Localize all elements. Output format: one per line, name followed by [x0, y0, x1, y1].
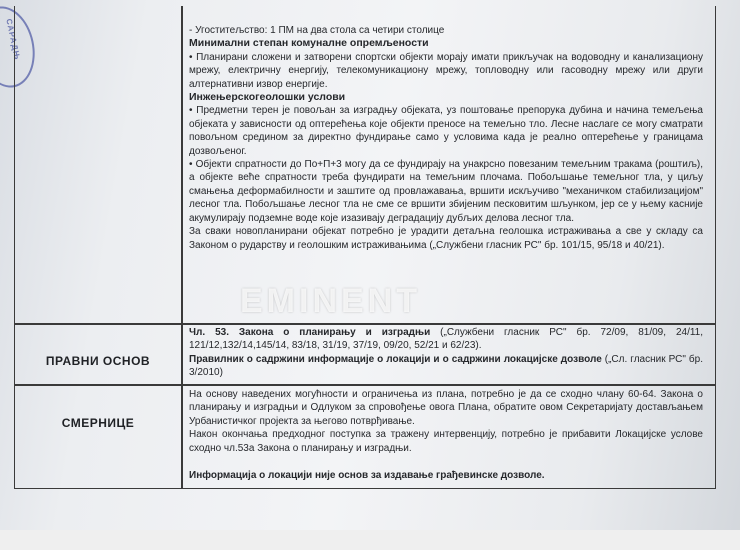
paragraph-geo-3: За сваки новопланирани објекат потребно је урадити детаљна геолошка истраживања а све у складу са Законом о рударству и геолошким истраживањима („Службени гласник РС" бр. 101/15, 95/18 и 40/21).	[189, 226, 703, 251]
smernice-paragraph-1: На основу наведених могућности и ограничења из плана, потребно је да се сходно члану 60-64. Закона о планирању и изградњи и Одлуком за спровођење овога Плана, обратите овом Секретаријату достављањем Урбанистичког пројекта за његово потврђивање.	[189, 389, 703, 427]
paragraph-komunalna: • Планирани сложени и затворени спортски објекти морају имати прикључак на водоводну и канализациону мрежу, електричну енергију, телекомуникациону мрежу, топловодну или гасоводну мрежу или други алтернативни извор енергије.	[189, 51, 703, 90]
heading-komunalna: Минимални степан комуналне опремљености	[189, 37, 429, 50]
pravni-line-2	[189, 353, 703, 380]
bottom-margin	[0, 530, 740, 550]
row-divider-smernice	[15, 384, 715, 386]
heading-geoloski: Инжењерскогеолошки услови	[189, 91, 346, 104]
pravni-rulebook-refs: („Сл. гласник РС" бр. 3/2010)	[189, 353, 703, 379]
smernice-paragraph-3: Информација о локацији није основ за издавање грађевинске дозволе.	[189, 470, 545, 482]
pravni-osnov-cell	[189, 326, 703, 380]
pravni-law-refs: („Службени гласник РС" бр. 72/09, 81/09, 24/11, 121/12,132/14,145/14, 83/18, 31/19, 37/19, 09/20, 52/21 и 62/23).	[189, 327, 704, 352]
conditions-cell	[189, 24, 703, 252]
column-divider	[181, 6, 183, 488]
row-label-pravni-osnov: ПРАВНИ ОСНОВ	[45, 354, 151, 368]
smernice-cell	[189, 388, 703, 482]
row-label-smernice: СМЕРНИЦЕ	[61, 416, 135, 430]
stamp-text: САРАДЊ	[4, 17, 22, 62]
info-table	[14, 6, 716, 489]
watermark-logo: EMINENT	[240, 282, 421, 320]
pravni-law-title: Чл. 53. Закона о планирању и изградњи	[189, 327, 431, 338]
smernice-paragraph-2: Након окончања предходног поступка за тражену интервенцију, потребно је прибавити Локацијске услове сходно чл.53а Закона о планирању и изградњи.	[189, 429, 703, 454]
row-divider-pravni	[15, 323, 715, 325]
paragraph-geo-1: • Предметни терен је повољан за изградњу објеката, уз поштовање препорука дубина и начина темељења објеката у зависности од оптерећења које објекти преносе на темељно тло. Лесне наслаге се могу сматрати повољном срединoм за директно фундирање само у условима када је реално оптерећење у границама дозвољеног.	[189, 105, 703, 157]
pravni-rulebook-title: Правилник о садржини информације о локацији и о садржини локацијске дозволе	[189, 353, 602, 365]
ugostiteljstvo-line: - Угоститељство: 1 ПМ на два стола са четири столице	[189, 25, 445, 36]
pravni-line-1	[189, 326, 703, 353]
paragraph-geo-2: • Објекти спратности до По+П+3 могу да се фундирају на унакрсно повезаним темељним тракама (роштиљ), а објекте веће спратности треба фундирати на темељним плочама. Побољшање темељног тла, у циљу смањења деформабилности и заштите од провлажавања, вршити искључиво "механичком стабилизацијом" лесног тла. Побољшање лесног тла не сме се вршити збијеним песковитим шљунком, јер се у њему касније акумулирају подземне воде које изазивају деградацију дубљих делова лесног тла.	[189, 159, 703, 224]
